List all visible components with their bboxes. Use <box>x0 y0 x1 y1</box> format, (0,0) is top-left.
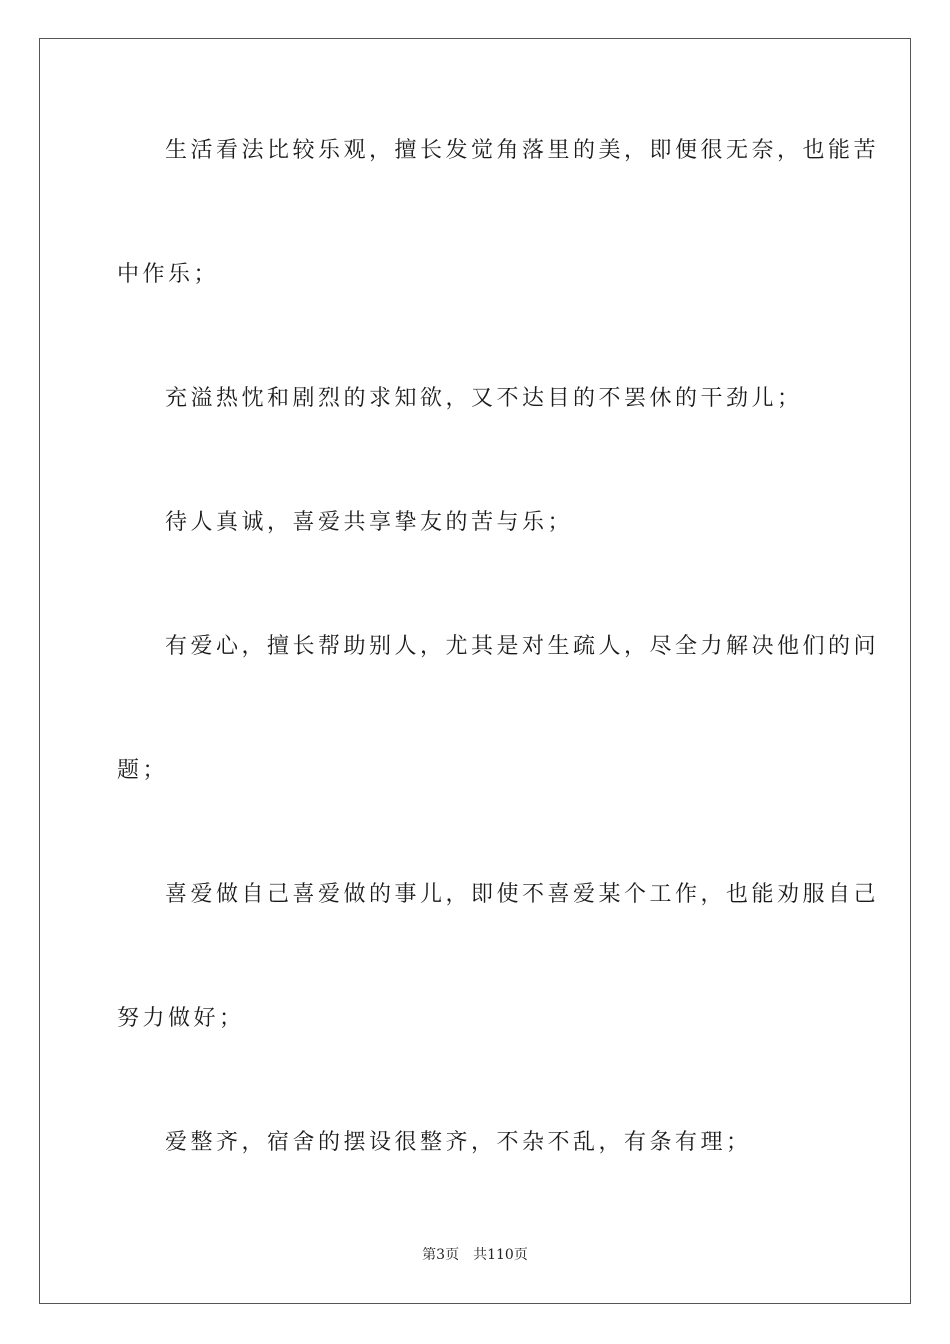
page-number: 第3页 <box>422 1247 460 1263</box>
total-pages: 共110页 <box>473 1247 528 1263</box>
paragraph-line-6: 题； <box>117 758 169 783</box>
paragraph-line-4: 待人真诚，喜爱共享挚友的苦与乐； <box>165 510 574 535</box>
paragraph-line-7: 喜爱做自己喜爱做的事儿，即使不喜爱某个工作，也能劝服自己 <box>165 882 880 907</box>
paragraph-line-8: 努力做好； <box>117 1006 245 1031</box>
page-frame <box>39 38 911 1304</box>
paragraph-line-3: 充溢热忱和剧烈的求知欲，又不达目的不罢休的干劲儿； <box>165 386 803 411</box>
paragraph-line-9: 爱整齐，宿舍的摆设很整齐，不杂不乱，有条有理； <box>165 1130 752 1155</box>
paragraph-line-1: 生活看法比较乐观，擅长发觉角落里的美，即便很无奈，也能苦 <box>165 138 880 163</box>
paragraph-line-5: 有爱心，擅长帮助别人，尤其是对生疏人，尽全力解决他们的问 <box>165 634 880 659</box>
page-footer <box>0 1245 950 1265</box>
paragraph-line-2: 中作乐； <box>117 262 220 287</box>
